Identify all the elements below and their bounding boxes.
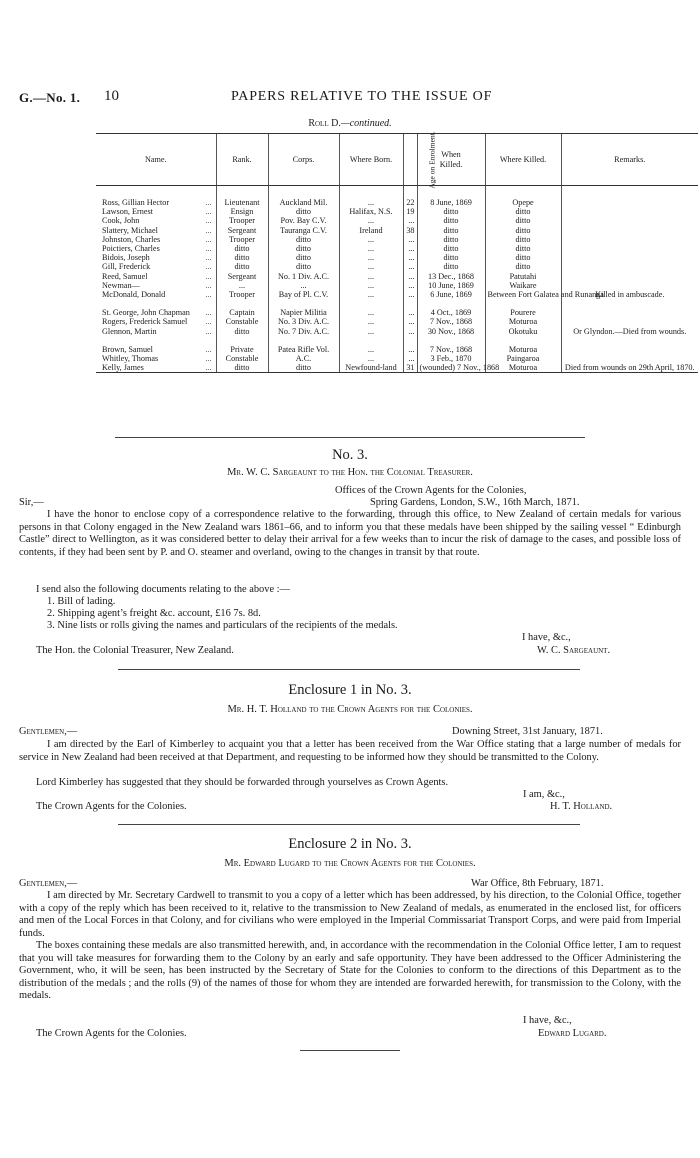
cell-remarks — [561, 216, 698, 225]
no3-list-intro: I send also the following documents relating to the above :— — [36, 584, 290, 595]
enc1-heading: Enclosure 1 in No. 3. — [288, 682, 412, 698]
cell-rank: Private — [216, 345, 268, 354]
leader-dots: ... — [205, 244, 212, 254]
cell-age: ... — [403, 244, 417, 253]
cell-born: ... — [339, 235, 403, 244]
name-text: McDonald, Donald — [102, 290, 166, 300]
no3-closing: I have, &c., — [522, 632, 571, 643]
no3-list-item: 1. Bill of lading. — [47, 596, 116, 607]
no3-list-item: 3. Nine lists or rolls giving the names and particulars of the recipients of the medals. — [47, 620, 398, 631]
name-text: Slattery, Michael — [102, 225, 158, 235]
cell-corps: No. 1 Div. A.C. — [268, 272, 339, 281]
name-text: Bidois, Joseph — [102, 253, 150, 263]
cell-where: ditto — [485, 244, 561, 253]
cell-age: ... — [403, 290, 417, 299]
cell-name — [96, 308, 216, 317]
cell-born: ... — [339, 354, 403, 363]
section-divider — [115, 437, 585, 438]
table-cell — [268, 299, 339, 308]
cell-age: 31 — [403, 363, 417, 373]
cell-where: Opepe — [485, 198, 561, 207]
cell-remarks: Died from wounds on 29th April, 1870. — [561, 363, 698, 373]
cell-corps: Napier Militia — [268, 308, 339, 317]
cell-where: Moturoa — [485, 363, 561, 373]
table-cell — [216, 336, 268, 345]
enc1-salutation: Gentlemen,— — [19, 726, 78, 737]
table-gap-row — [96, 299, 698, 308]
cell-where: ditto — [485, 216, 561, 225]
table-cell — [485, 336, 561, 345]
table-cell — [417, 336, 485, 345]
enc2-body: I am directed by Mr. Secretary Cardwell to transmit to you a copy of a letter which has been addressed, by his direction, to the Colonial Office, together with a copy of the reply which has been received to it, relative to the transmission to New Zealand of medals, as enumerated in the enclosed list, for officers and men of the Local Forces in that Colony, and for civilians who were employed in the Imperial Commissariat Transport Corps, and were paid from Imperial funds. — [19, 890, 681, 939]
cell-corps: ... — [268, 281, 339, 290]
table-cell — [561, 299, 698, 308]
cell-born: ... — [339, 216, 403, 225]
enc1-addressee: The Crown Agents for the Colonies. — [36, 801, 187, 812]
table-row — [96, 327, 698, 336]
name-wrapper — [102, 317, 214, 326]
column-header: Name. — [96, 134, 216, 186]
leader-dots: ... — [205, 216, 212, 226]
table-cell — [268, 186, 339, 199]
table-cell — [339, 299, 403, 308]
cell-age: ... — [403, 317, 417, 326]
cell-age: ... — [403, 216, 417, 225]
roll-table — [96, 133, 698, 373]
name-text: Reed, Samuel — [102, 271, 148, 281]
table-cell — [485, 299, 561, 308]
cell-when: 8 June, 1869 — [417, 198, 485, 207]
no3-address-line-1: Offices of the Crown Agents for the Colonies, — [335, 485, 527, 496]
enc2-address: War Office, 8th February, 1871. — [471, 878, 604, 889]
cell-born: ... — [339, 244, 403, 253]
table-cell — [339, 336, 403, 345]
cell-corps: ditto — [268, 262, 339, 271]
cell-rank: ... — [216, 281, 268, 290]
name-wrapper — [102, 226, 214, 235]
cell-name — [96, 363, 216, 373]
cell-remarks — [561, 281, 698, 290]
column-header-age — [403, 131, 437, 189]
cell-when: 13 Dec., 1868 — [417, 272, 485, 281]
table-row — [96, 226, 698, 235]
cell-remarks: Killed in ambuscade. — [561, 290, 698, 299]
no3-address-line-2: Spring Gardens, London, S.W., 16th March, 1871. — [370, 497, 580, 508]
enc2-body-2: The boxes containing these medals are also transmitted herewith, and, in accordance with the recommendation in the Colonial Office letter, I am to request that you will take measures for forwarding them to the Colony by an early and safe opportunity. They have been addressed to the Officer Administering the Government, who, it will be seen, has been instructed by the Secretary of State for the Colonies to conform to the directions of this Department as to the distribution of the medals ; and the rolls (9) of the names of those for whom they are intended are forwarded herewith, for transmission to the Colony, with the medals. — [19, 940, 681, 1002]
enc1-body: I am directed by the Earl of Kimberley to acquaint you that a letter has been received from the War Office stating that a large number of medals for service in New Zealand had been received at that Department, and requesting to be informed how they should be transmitted to the Colony. — [19, 739, 681, 763]
name-text: St. George, John Chapman — [102, 308, 190, 318]
table-row — [96, 262, 698, 271]
name-text: Johnston, Charles — [102, 234, 161, 244]
enc2-heading: Enclosure 2 in No. 3. — [288, 836, 412, 852]
cell-remarks — [561, 207, 698, 216]
cell-age: ... — [403, 262, 417, 271]
no3-signature: W. C. Sargeaunt. — [537, 645, 611, 656]
cell-name — [96, 272, 216, 281]
table-row — [96, 345, 698, 354]
cell-rank: Trooper — [216, 216, 268, 225]
roll-label: Roll D. — [308, 118, 341, 129]
table-cell — [96, 336, 216, 345]
table-cell — [403, 336, 417, 345]
name-text: Cook, John — [102, 216, 140, 226]
enc2-salutation: Gentlemen,— — [19, 878, 78, 889]
table-row — [96, 290, 698, 299]
cell-born: ... — [339, 317, 403, 326]
name-wrapper — [102, 216, 214, 225]
cell-age: ... — [403, 308, 417, 317]
table-row — [96, 317, 698, 326]
cell-age: 22 — [403, 198, 417, 207]
cell-age: ... — [403, 272, 417, 281]
leader-dots: ... — [205, 234, 212, 244]
cell-when: 10 June, 1869 — [417, 281, 485, 290]
enc1-body-2: Lord Kimberley has suggested that they should be forwarded through yourselves as Crown Agents. — [36, 777, 449, 788]
table-cell — [96, 299, 216, 308]
leader-dots: ... — [205, 207, 212, 217]
table-row — [96, 308, 698, 317]
column-header: Rank. — [216, 134, 268, 186]
cell-rank: ditto — [216, 262, 268, 271]
leader-dots: ... — [205, 253, 212, 263]
cell-rank: ditto — [216, 363, 268, 373]
leader-dots: ... — [205, 363, 212, 373]
enc2-addressee: The Crown Agents for the Colonies. — [36, 1028, 187, 1039]
cell-name — [96, 235, 216, 244]
cell-born: Newfound-land — [339, 363, 403, 373]
name-wrapper — [102, 253, 214, 262]
cell-when: 30 Nov., 1868 — [417, 327, 485, 336]
leader-dots: ... — [205, 225, 212, 235]
cell-rank: Constable — [216, 354, 268, 363]
cell-when: 4 Oct., 1869 — [417, 308, 485, 317]
cell-where: ditto — [485, 207, 561, 216]
roll-heading — [0, 118, 700, 129]
cell-born: ... — [339, 308, 403, 317]
cell-age: 38 — [403, 226, 417, 235]
cell-remarks — [561, 308, 698, 317]
name-wrapper — [102, 354, 214, 363]
name-text: Whitley, Thomas — [102, 354, 159, 364]
table-cell — [96, 186, 216, 199]
cell-born: ... — [339, 253, 403, 262]
leader-dots: ... — [205, 344, 212, 354]
column-header: When Killed. — [417, 134, 485, 186]
name-wrapper — [102, 308, 214, 317]
cell-rank: Captain — [216, 308, 268, 317]
name-wrapper — [102, 327, 214, 336]
cell-when: ditto — [417, 226, 485, 235]
cell-where: Between Fort Galatea and Runanga — [485, 290, 561, 299]
cell-remarks — [561, 317, 698, 326]
cell-corps: ditto — [268, 244, 339, 253]
no3-addressee: The Hon. the Colonial Treasurer, New Zealand. — [36, 645, 234, 656]
enc1-from-line: Mr. H. T. Holland to the Crown Agents for the Colonies. — [227, 704, 473, 715]
cell-rank: Sergeant — [216, 226, 268, 235]
no3-heading: No. 3. — [332, 447, 368, 463]
table-cell — [339, 186, 403, 199]
cell-rank: Constable — [216, 317, 268, 326]
cell-corps: Tauranga C.V. — [268, 226, 339, 235]
enc2-signature: Edward Lugard. — [538, 1028, 607, 1039]
cell-where: Waikare — [485, 281, 561, 290]
cell-name — [96, 327, 216, 336]
cell-remarks — [561, 345, 698, 354]
table-cell — [561, 336, 698, 345]
name-wrapper — [102, 281, 214, 290]
table-cell — [561, 186, 698, 199]
name-text: Gill, Frederick — [102, 262, 151, 272]
name-text: Lawson, Ernest — [102, 207, 153, 217]
cell-remarks — [561, 253, 698, 262]
table-body — [96, 186, 698, 373]
cell-where: ditto — [485, 235, 561, 244]
name-wrapper — [102, 262, 214, 271]
name-wrapper — [102, 235, 214, 244]
leader-dots: ... — [205, 271, 212, 281]
enc2-from-line: Mr. Edward Lugard to the Crown Agents for the Colonies. — [224, 858, 476, 869]
cell-when: 6 June, 1869 — [417, 290, 485, 299]
cell-born: ... — [339, 281, 403, 290]
no3-list-item: 2. Shipping agent’s freight &c. account, £16 7s. 8d. — [47, 608, 261, 619]
column-header: Corps. — [268, 134, 339, 186]
table-row — [96, 235, 698, 244]
page-title: PAPERS RELATIVE TO THE ISSUE OF — [231, 89, 493, 104]
leader-dots: ... — [205, 317, 212, 327]
cell-where: Moturoa — [485, 345, 561, 354]
name-wrapper — [102, 207, 214, 216]
name-wrapper — [102, 363, 214, 372]
roll-continued: —continued. — [340, 118, 392, 129]
cell-remarks — [561, 198, 698, 207]
leader-dots: ... — [205, 290, 212, 300]
leader-dots: ... — [205, 280, 212, 290]
cell-age: ... — [403, 253, 417, 262]
cell-name — [96, 290, 216, 299]
cell-where: ditto — [485, 262, 561, 271]
cell-when: ditto — [417, 262, 485, 271]
cell-born: ... — [339, 345, 403, 354]
table-cell — [485, 186, 561, 199]
cell-where: Moturoa — [485, 317, 561, 326]
cell-when: ditto — [417, 235, 485, 244]
cell-name — [96, 207, 216, 216]
cell-when: 7 Nov., 1868 — [417, 317, 485, 326]
cell-name — [96, 281, 216, 290]
name-wrapper — [102, 244, 214, 253]
table-cell — [403, 186, 417, 199]
section-divider — [118, 669, 580, 670]
cell-where: ditto — [485, 226, 561, 235]
cell-when: ditto — [417, 216, 485, 225]
name-text: Kelly, James — [102, 363, 144, 373]
cell-remarks — [561, 226, 698, 235]
name-text: Glennon, Martin — [102, 326, 157, 336]
table-header-row — [96, 134, 698, 186]
cell-when: ditto — [417, 244, 485, 253]
cell-rank: ditto — [216, 244, 268, 253]
no3-salutation: Sir,— — [19, 497, 44, 508]
cell-when: ditto — [417, 253, 485, 262]
name-text: Ross, Gillian Hector — [102, 198, 170, 207]
cell-when: ditto — [417, 207, 485, 216]
cell-rank: ditto — [216, 253, 268, 262]
table-row — [96, 354, 698, 363]
name-wrapper — [102, 290, 214, 299]
leader-dots: ... — [205, 262, 212, 272]
cell-name — [96, 345, 216, 354]
cell-corps: No. 7 Div. A.C. — [268, 327, 339, 336]
cell-where: Okotuku — [485, 327, 561, 336]
table-cell — [417, 299, 485, 308]
table-spacer-row — [96, 186, 698, 199]
cell-corps: No. 3 Div. A.C. — [268, 317, 339, 326]
section-divider — [300, 1050, 400, 1051]
no3-body: I have the honor to enclose copy of a correspondence relative to the forwarding, through this office, to New Zealand of certain medals for various persons in that Colony engaged in the New Zealand wars 1861–66, and to inform you that these medals have been shipped by the sailing vessel “ Edinburgh Castle” direct to Wellington, as it was considered better to delay their arrival for a few weeks than to incur the risk of damage to the cases, and possible loss of contents, if they had been sent by P. and O. steamer and overland, owing to the changes in transit by that route. — [19, 509, 681, 558]
cell-name — [96, 244, 216, 253]
cell-born: ... — [339, 198, 403, 207]
table-cell — [216, 186, 268, 199]
cell-rank: Trooper — [216, 290, 268, 299]
cell-corps: Patea Rifle Vol. — [268, 345, 339, 354]
cell-remarks — [561, 354, 698, 363]
table-row — [96, 272, 698, 281]
table-row — [96, 207, 698, 216]
cell-name — [96, 354, 216, 363]
no3-from-line: Mr. W. C. Sargeaunt to the Hon. the Colonial Treasurer. — [227, 467, 473, 478]
enc1-address: Downing Street, 31st January, 1871. — [452, 726, 603, 737]
name-text: Brown, Samuel — [102, 344, 153, 354]
cell-corps: Auckland Mil. — [268, 198, 339, 207]
cell-name — [96, 253, 216, 262]
cell-name — [96, 216, 216, 225]
enc1-signature: H. T. Holland. — [550, 801, 613, 812]
page-number: 10 — [104, 88, 119, 104]
cell-age: 19 — [403, 207, 417, 216]
cell-remarks: Or Glyndon.—Died from wounds. — [561, 327, 698, 336]
cell-rank: ditto — [216, 327, 268, 336]
cell-name — [96, 198, 216, 207]
cell-age: ... — [403, 281, 417, 290]
table-cell — [403, 299, 417, 308]
column-header: Remarks. — [561, 134, 698, 186]
cell-remarks — [561, 272, 698, 281]
leader-dots: ... — [205, 326, 212, 336]
cell-name — [96, 226, 216, 235]
cell-where: Patutahi — [485, 272, 561, 281]
cell-when: (wounded) 7 Nov., 1868 — [417, 363, 485, 373]
cell-when: 3 Feb., 1870 — [417, 354, 485, 363]
name-wrapper — [102, 198, 214, 207]
cell-remarks — [561, 262, 698, 271]
enc1-closing: I am, &c., — [523, 789, 565, 800]
table-row — [96, 244, 698, 253]
table-row — [96, 253, 698, 262]
name-text: Poictiers, Charles — [102, 244, 160, 254]
cell-rank: Ensign — [216, 207, 268, 216]
cell-rank: Sergeant — [216, 272, 268, 281]
table-cell — [216, 299, 268, 308]
name-text: Rogers, Frederick Samuel — [102, 317, 188, 327]
cell-where: ditto — [485, 253, 561, 262]
table-row — [96, 216, 698, 225]
cell-age: ... — [403, 354, 417, 363]
cell-born: Halifax, N.S. — [339, 207, 403, 216]
cell-where: Pourere — [485, 308, 561, 317]
cell-corps: Pov. Bay C.V. — [268, 216, 339, 225]
cell-born: ... — [339, 290, 403, 299]
cell-corps: ditto — [268, 253, 339, 262]
cell-born: ... — [339, 327, 403, 336]
table-cell — [268, 336, 339, 345]
table-row — [96, 281, 698, 290]
cell-corps: A.C. — [268, 354, 339, 363]
cell-born: Ireland — [339, 226, 403, 235]
document-series: G.—No. 1. — [19, 90, 81, 105]
column-header: Where Born. — [339, 134, 403, 186]
cell-where: Paingaroa — [485, 354, 561, 363]
cell-corps: Bay of Pl. C.V. — [268, 290, 339, 299]
cell-when: 7 Nov., 1868 — [417, 345, 485, 354]
cell-corps: ditto — [268, 235, 339, 244]
cell-rank: Lieutenant — [216, 198, 268, 207]
enc2-closing: I have, &c., — [523, 1015, 572, 1026]
cell-name — [96, 317, 216, 326]
name-wrapper — [102, 272, 214, 281]
cell-born: ... — [339, 262, 403, 271]
cell-born: ... — [339, 272, 403, 281]
section-divider — [118, 824, 580, 825]
cell-age: ... — [403, 345, 417, 354]
cell-age: ... — [403, 327, 417, 336]
leader-dots: ... — [205, 198, 212, 207]
cell-rank: Trooper — [216, 235, 268, 244]
table-row — [96, 363, 698, 373]
column-header: Where Killed. — [485, 134, 561, 186]
name-text: Newman— — [102, 280, 140, 290]
name-wrapper — [102, 345, 214, 354]
cell-corps: ditto — [268, 363, 339, 373]
table-gap-row — [96, 336, 698, 345]
table-row — [96, 198, 698, 207]
leader-dots: ... — [205, 354, 212, 364]
column-header: Age on Enrolment. — [427, 131, 437, 189]
cell-age: ... — [403, 235, 417, 244]
cell-corps: ditto — [268, 207, 339, 216]
cell-remarks — [561, 244, 698, 253]
cell-name — [96, 262, 216, 271]
leader-dots: ... — [205, 308, 212, 318]
cell-remarks — [561, 235, 698, 244]
